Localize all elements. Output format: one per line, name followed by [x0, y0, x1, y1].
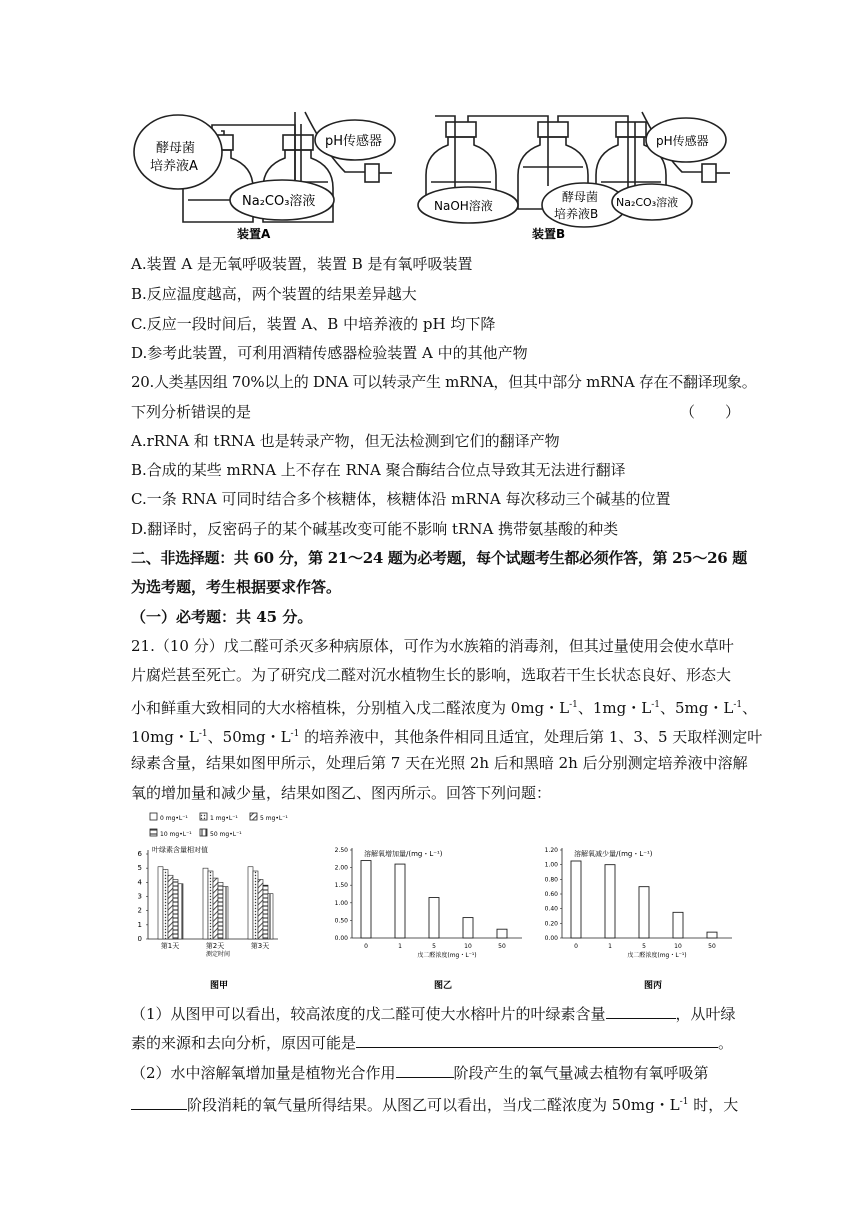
- sensor-label-a: pH传感器: [325, 134, 383, 149]
- bar: [268, 894, 273, 939]
- x-axis-title: 测定时间: [205, 951, 231, 958]
- q21-line3: 小和鲜重大致相同的大水榕植株，分别植入戊二醛浓度为 0mg・$L^{-1}$、1mg・$L^{-1}$、5mg・$L^{-1}$、: [131, 699, 758, 717]
- bar: [497, 929, 507, 938]
- bar: [223, 887, 228, 939]
- bar: [263, 885, 268, 939]
- q21-line2: 片腐烂甚至死亡。为了研究戊二醛对沉水植物生长的影响，选取若干生长状态良好、形态大: [131, 666, 732, 684]
- q20-stem-line1: 20.人类基因组 70%以上的 DNA 可以转录产生 mRNA，但其中部分 mRNA 存在不翻译现象。: [131, 373, 757, 391]
- naoh-label: NaOH溶液: [434, 199, 493, 213]
- q20-answer-paren: （ ）: [680, 403, 741, 421]
- bar: [429, 898, 439, 938]
- y-tick-label: 1.00: [334, 899, 348, 907]
- bar: [361, 861, 371, 938]
- q19-option-a: A.装置 A 是无氧呼吸装置，装置 B 是有氧呼吸装置: [131, 255, 473, 273]
- y-tick-label: 4: [137, 878, 142, 887]
- sensor-label-b: pH传感器: [656, 134, 709, 148]
- y-tick-label: 0.80: [544, 876, 558, 884]
- y-tick-label: 0.00: [544, 935, 558, 942]
- section2-subheading: （一）必考题：共 45 分。: [131, 608, 313, 626]
- bar: [163, 870, 168, 939]
- bar: [463, 918, 473, 938]
- y-tick-label: 0.00: [334, 935, 348, 942]
- y-tick-label: 0.40: [544, 905, 558, 913]
- bar: [168, 875, 173, 939]
- q20-option-c: C.一条 RNA 可同时结合多个核糖体，核糖体沿 mRNA 每次移动三个碱基的位置: [131, 490, 671, 508]
- legend-swatch: [200, 829, 207, 836]
- x-tick-label: 第3天: [250, 942, 270, 950]
- y-tick-label: 3: [137, 892, 142, 901]
- apparatus-figure: [130, 102, 740, 242]
- q19-option-b: B.反应温度越高，两个装置的结果差异越大: [131, 285, 417, 303]
- q21-line4: 10mg・$L^{-1}$、50mg・$L^{-1}$ 的培养液中，其他条件相同且适宜，处理后第 1、3、5 天取样测定叶: [131, 728, 763, 746]
- legend-swatch: [250, 813, 257, 820]
- yeast-label-b-2: 培养液B: [554, 207, 599, 221]
- chart-caption: 图乙: [433, 981, 453, 991]
- bar: [173, 880, 178, 940]
- chart-caption: 图甲: [209, 981, 229, 991]
- y-axis-title: 叶绿素含量相对值: [152, 846, 208, 854]
- solution-label-a: Na₂CO₃溶液: [242, 194, 316, 209]
- y-tick-label: 0.50: [334, 917, 348, 925]
- q19-option-d: D.参考此装置，可利用酒精传感器检验装置 A 中的其他产物: [131, 344, 528, 362]
- x-tick-label: 0: [364, 943, 368, 950]
- section2-heading-line2: 为选考题，考生根据要求作答。: [131, 578, 342, 596]
- q21-line5: 绿素含量，结果如图甲所示，处理后第 7 天在光照 2h 后和黑暗 2h 后分别测定培养液中溶解: [131, 754, 748, 772]
- x-tick-label: 5: [642, 943, 646, 950]
- x-tick-label: 1: [608, 943, 612, 950]
- q19-option-c: C.反应一段时间后，装置 A、B 中培养液的 pH 均下降: [131, 315, 496, 333]
- x-tick-label: 5: [432, 943, 436, 950]
- q20-option-d: D.翻译时，反密码子的某个碱基改变可能不影响 tRNA 携带氨基酸的种类: [131, 520, 619, 538]
- section2-heading-line1: 二、非选择题：共 60 分，第 21～24 题为必考题，每个试题考生都必须作答，第 25～26 题: [131, 549, 748, 567]
- x-tick-label: 0: [574, 943, 578, 950]
- bar: [218, 882, 223, 939]
- x-tick-label: 1: [398, 943, 402, 950]
- y-tick-label: 5: [137, 864, 142, 873]
- y-tick-label: 0.60: [544, 891, 558, 898]
- bar: [248, 867, 253, 939]
- bar: [208, 871, 213, 939]
- chart-caption: 图丙: [643, 981, 663, 991]
- bar: [707, 932, 717, 938]
- yeast-label-a-2: 培养液A: [150, 159, 198, 174]
- yeast-label-a-1: 酵母菌: [156, 141, 196, 156]
- y-tick-label: 1.20: [544, 847, 558, 854]
- y-tick-label: 6: [137, 850, 142, 858]
- y-axis-title: 溶解氧增加量/(mg・L⁻¹): [364, 850, 443, 858]
- q20-option-a: A.rRNA 和 tRNA 也是转录产物，但无法检测到它们的翻译产物: [131, 432, 560, 450]
- bar: [213, 878, 218, 939]
- y-tick-label: 1.00: [544, 861, 558, 869]
- apparatus-b-caption: 装置B: [532, 227, 566, 241]
- x-tick-label: 50: [708, 943, 716, 950]
- legend-swatch: [150, 813, 157, 820]
- x-tick-label: 10: [464, 943, 472, 950]
- y-tick-label: 0: [137, 935, 142, 943]
- x-tick-label: 第2天: [205, 942, 225, 950]
- bar: [178, 884, 183, 939]
- bar: [673, 912, 683, 938]
- y-tick-label: 1.50: [334, 882, 348, 890]
- answer-blank[interactable]: [606, 1004, 676, 1019]
- bar: [253, 871, 258, 939]
- bar: [571, 861, 581, 938]
- y-tick-label: 2: [137, 906, 142, 915]
- x-axis-title: 戊二醛浓度(mg・L⁻¹): [417, 952, 477, 959]
- legend-label: 0 mg•L⁻¹: [160, 815, 188, 822]
- legend-label: 50 mg•L⁻¹: [210, 831, 242, 838]
- legend-swatch: [200, 813, 207, 820]
- y-tick-label: 0.20: [544, 920, 558, 928]
- answer-blank[interactable]: [356, 1033, 718, 1048]
- legend-label: 1 mg•L⁻¹: [210, 815, 238, 822]
- y-tick-label: 2.50: [334, 847, 348, 854]
- q21-part1-line2: 素的来源和去向分析，原因可能是 。: [131, 1034, 734, 1052]
- legend-swatch: [150, 829, 157, 836]
- chart-jia: [128, 808, 318, 998]
- bar: [605, 865, 615, 938]
- bar: [158, 867, 163, 939]
- legend-label: 10 mg•L⁻¹: [160, 831, 192, 838]
- q21-line6: 氧的增加量和减少量，结果如图乙、图丙所示。回答下列问题：: [131, 784, 552, 802]
- x-tick-label: 10: [674, 943, 682, 950]
- bar: [258, 880, 263, 940]
- q20-option-b: B.合成的某些 mRNA 上不存在 RNA 聚合酶结合位点导致其无法进行翻译: [131, 461, 626, 479]
- y-tick-label: 2.00: [334, 864, 348, 872]
- q20-stem-line2: 下列分析错误的是: [131, 403, 252, 421]
- q21-part1-line1: （1）从图甲可以看出，较高浓度的戊二醛可使大水榕叶片的叶绿素含量 ，从叶绿: [131, 1005, 736, 1023]
- solution-label-b: Na₂CO₃溶液: [616, 196, 679, 209]
- answer-blank[interactable]: [396, 1063, 454, 1078]
- q21-part2-line2: 阶段消耗的氧气量所得结果。从图乙可以看出，当戊二醛浓度为 50mg・$L^{-1}$ 时，大: [131, 1091, 738, 1116]
- answer-blank[interactable]: [131, 1095, 187, 1110]
- q21-line1: 21.（10 分）戊二醛可杀灭多种病原体，可作为水族箱的消毒剂，但其过量使用会使水草叶: [131, 637, 734, 655]
- chart-yi: [318, 840, 528, 998]
- x-tick-label: 第1天: [160, 942, 180, 950]
- yeast-label-b-1: 酵母菌: [562, 190, 599, 204]
- x-axis-title: 戊二醛浓度(mg・L⁻¹): [627, 952, 687, 959]
- bar: [639, 887, 649, 938]
- chart-bing: [528, 840, 740, 998]
- x-tick-label: 50: [498, 943, 506, 950]
- y-axis-title: 溶解氧减少量/(mg・L⁻¹): [574, 850, 653, 858]
- legend-label: 5 mg•L⁻¹: [260, 815, 288, 822]
- bar: [395, 864, 405, 938]
- q21-part2-line1: （2）水中溶解氧增加量是植物光合作用 阶段产生的氧气量减去植物有氧呼吸第: [131, 1064, 709, 1082]
- y-tick-label: 1: [137, 920, 142, 929]
- apparatus-a-caption: 装置A: [237, 227, 271, 241]
- bar: [203, 868, 208, 939]
